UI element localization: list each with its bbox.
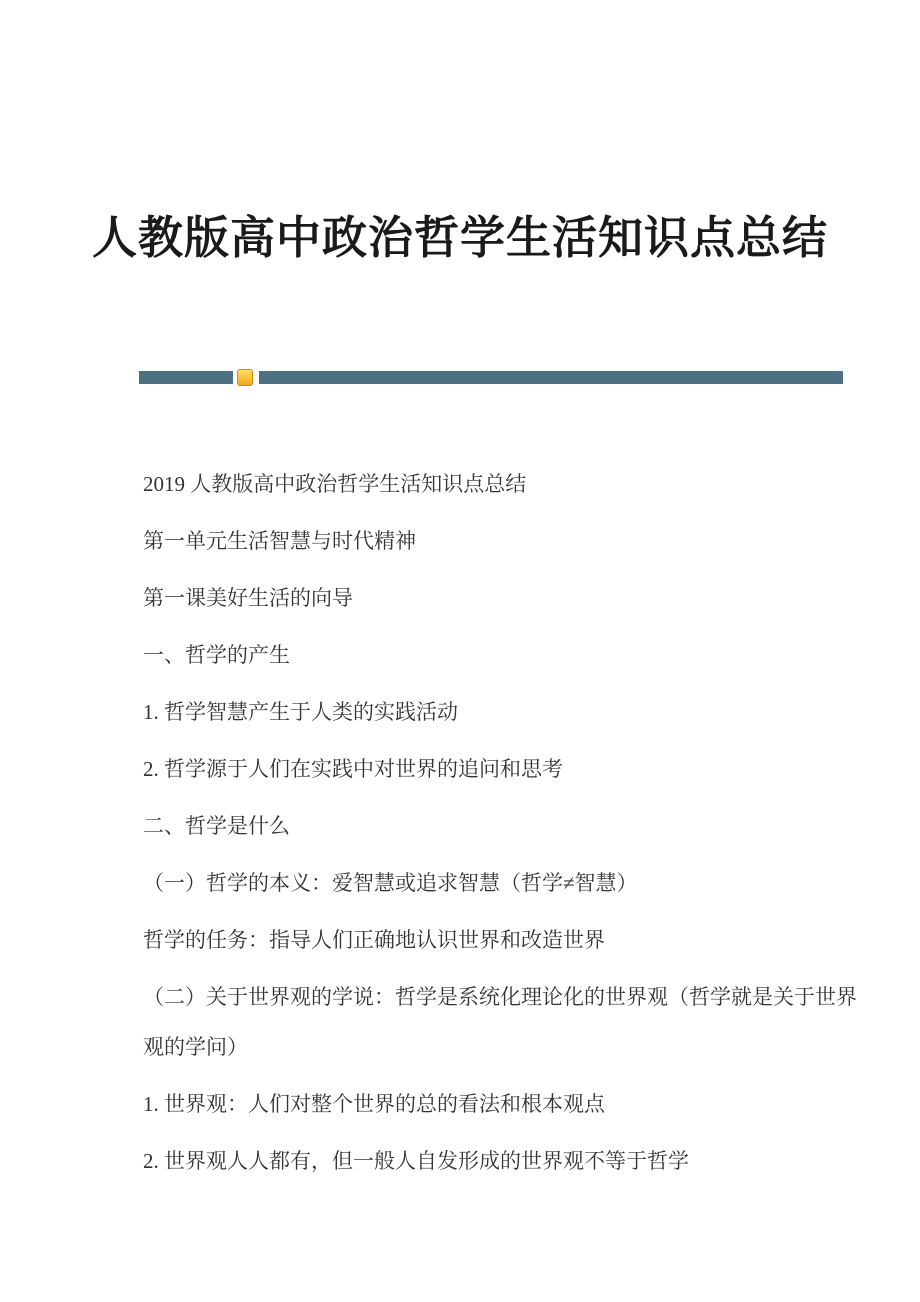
paragraph: 二、哲学是什么 xyxy=(143,814,290,838)
paragraph: 第一单元生活智慧与时代精神 xyxy=(143,529,416,553)
paragraph: 一、哲学的产生 xyxy=(143,643,290,667)
divider-right-segment xyxy=(259,371,843,384)
paragraph: 1. 哲学智慧产生于人类的实践活动 xyxy=(143,700,458,724)
paragraph: 哲学的任务：指导人们正确地认识世界和改造世界 xyxy=(143,928,605,952)
paragraph: 第一课美好生活的向导 xyxy=(143,586,353,610)
gold-square-marker-icon xyxy=(237,369,253,386)
document-body xyxy=(143,459,883,1193)
paragraph: 2. 世界观人人都有，但一般人自发形成的世界观不等于哲学 xyxy=(143,1149,689,1173)
paragraph: （一）哲学的本义：爱智慧或追求智慧（哲学≠智慧） xyxy=(143,871,638,895)
paragraph: 1. 世界观：人们对整个世界的总的看法和根本观点 xyxy=(143,1092,605,1116)
section-divider xyxy=(139,368,843,386)
divider-left-segment xyxy=(139,371,233,384)
document-title: 人教版高中政治哲学生活知识点总结 xyxy=(91,213,828,263)
paragraph: （二）关于世界观的学说：哲学是系统化理论化的世界观（哲学就是关于世界 观的学问） xyxy=(143,985,857,1059)
paragraph: 2. 哲学源于人们在实践中对世界的追问和思考 xyxy=(143,757,563,781)
paragraph: 2019 人教版高中政治哲学生活知识点总结 xyxy=(143,472,527,496)
